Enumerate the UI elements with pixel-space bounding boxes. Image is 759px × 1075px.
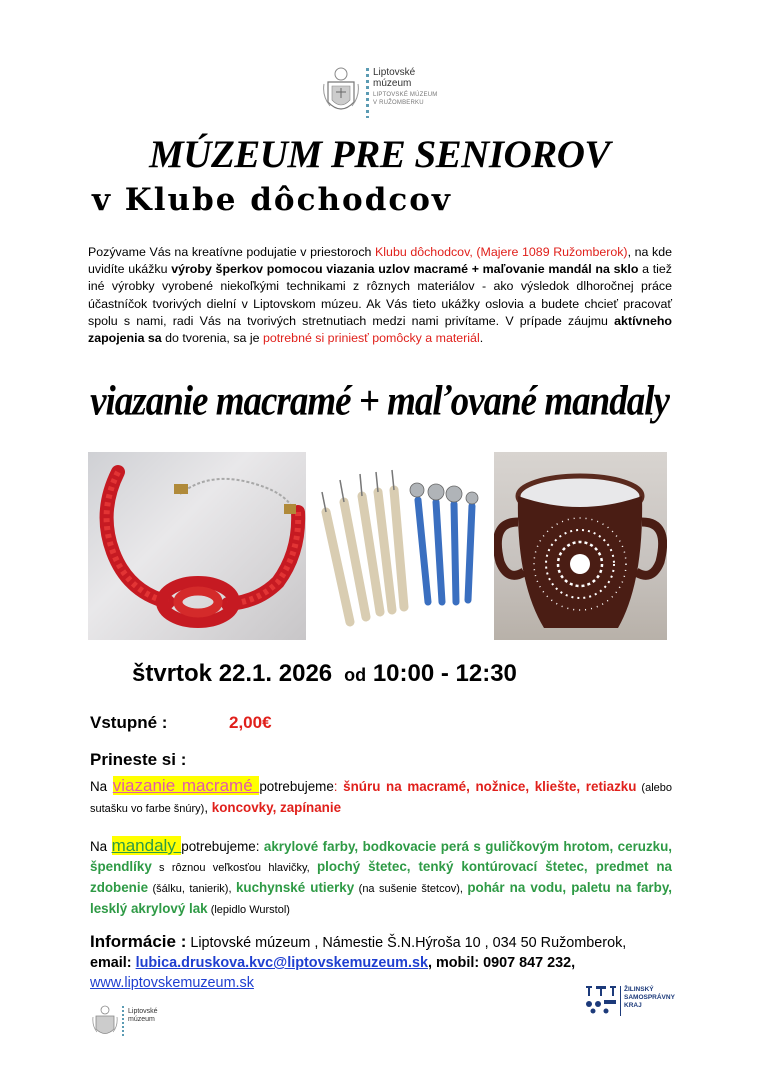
workshop-subtitle: viazanie macramé + maľované mandaly xyxy=(90,377,669,426)
event-day: štvrtok 22.1. 2026 xyxy=(132,660,333,687)
mandala-requirements: Na mandaly potrebujeme: akrylové farby, bodkovacie perá s guličkovým hrotom, ceruzku, špendlíky s rôznou veľkosťou hlavičky, plochý štetec, tenký kontúrovací štetec, predmet na zdobenie (šálku, tanierik), kuchynské utierky (na sušenie štetcov), pohár na vodu, paletu na farby, lesklý akrylový lak (lepidlo Wurstol) xyxy=(90,836,673,916)
main-title: MÚZEUM PRE SENIOROV xyxy=(149,133,610,176)
photo-dotting-tools xyxy=(310,452,494,640)
macrame-requirements: Na viazanie macramé potrebujeme: šnúru na macramé, nožnice, kliešte, retiazku (alebo sutašku vo farbe šnúry), koncovky, zapínanie xyxy=(90,776,672,815)
fee-value: 2,00€ xyxy=(229,713,272,732)
event-date-time xyxy=(132,660,517,688)
info-label: Informácie : xyxy=(90,932,187,951)
photo-macrame-necklace xyxy=(88,452,306,640)
contact-info: Informácie : Liptovské múzeum , Námestie Š.N.Hýroša 10 , 034 50 Ružomberok, email: lubica.druskova.kvc@liptovskemuzeum.sk, mobil: 0907 847 232, www.liptovskemuzeum.sk xyxy=(90,932,627,991)
logo-divider xyxy=(122,1006,124,1038)
region-emblem-icon xyxy=(584,984,618,1014)
zilina-region-logo xyxy=(584,984,684,1018)
tools-image xyxy=(310,452,494,640)
logo-divider xyxy=(366,68,369,118)
event-time: 10:00 - 12:30 xyxy=(372,660,517,687)
region-name: ŽILINSKÝ SAMOSPRÁVNY KRAJ xyxy=(624,986,675,1009)
crest-icon xyxy=(92,1004,118,1040)
macrame-highlight: viazanie macramé xyxy=(112,776,260,795)
logo-divider xyxy=(620,986,621,1016)
mandala-highlight: mandaly xyxy=(111,836,182,855)
email-link[interactable]: lubica.druskova.kvc@liptovskemuzeum.sk xyxy=(135,955,428,971)
secondary-title: v Klube dôchodcov xyxy=(92,182,452,218)
mobile-number: , mobil: 0907 847 232, xyxy=(427,955,576,971)
necklace-image xyxy=(88,452,306,640)
museum-logo xyxy=(322,64,452,120)
event-from: od xyxy=(344,665,367,685)
intro-paragraph: Pozývame Vás na kreatívne podujatie v priestoroch Klubu dôchodcov, (Majere 1089 Ružomberok), na kde uvidíte ukážku výroby šperkov pomocou viazania uzlov macramé + maľovanie mandál na sklo a tiež iné výrobky vyrobené niekoľkými technikami z rôznych materiálov - ako výsledok dlhoročnej práce účastníčok tvorivých dielní v Liptovskom múzeu. Ak Vás tieto ukážky oslovia a budete chcieť pracovať spolu s nami, radi Vás na tvorivých stretnutiach medzi nami privítame. V prípade záujmu aktívneho zapojenia sa do tvorenia, sa je potrebné si priniesť pomôcky a materiál. xyxy=(88,245,672,346)
website-link[interactable]: www.liptovskemuzeum.sk xyxy=(90,975,254,991)
museum-logo-footer xyxy=(92,1004,172,1040)
info-address: Liptovské múzeum , Námestie Š.N.Hýroša 10 , 034 50 Ružomberok, xyxy=(186,935,627,951)
logo-name: Liptovské múzeum xyxy=(128,1008,158,1023)
fee-label: Vstupné : xyxy=(90,713,168,732)
mug-image xyxy=(494,452,667,640)
photo-mandala-mug xyxy=(494,452,667,640)
logo-subtitle: LIPTOVSKÉ MÚZEUM V RUŽOMBERKU xyxy=(373,92,438,106)
bring-heading: Prineste si : xyxy=(90,750,187,769)
logo-name: Liptovské múzeum xyxy=(373,67,416,89)
crest-icon xyxy=(322,64,360,120)
